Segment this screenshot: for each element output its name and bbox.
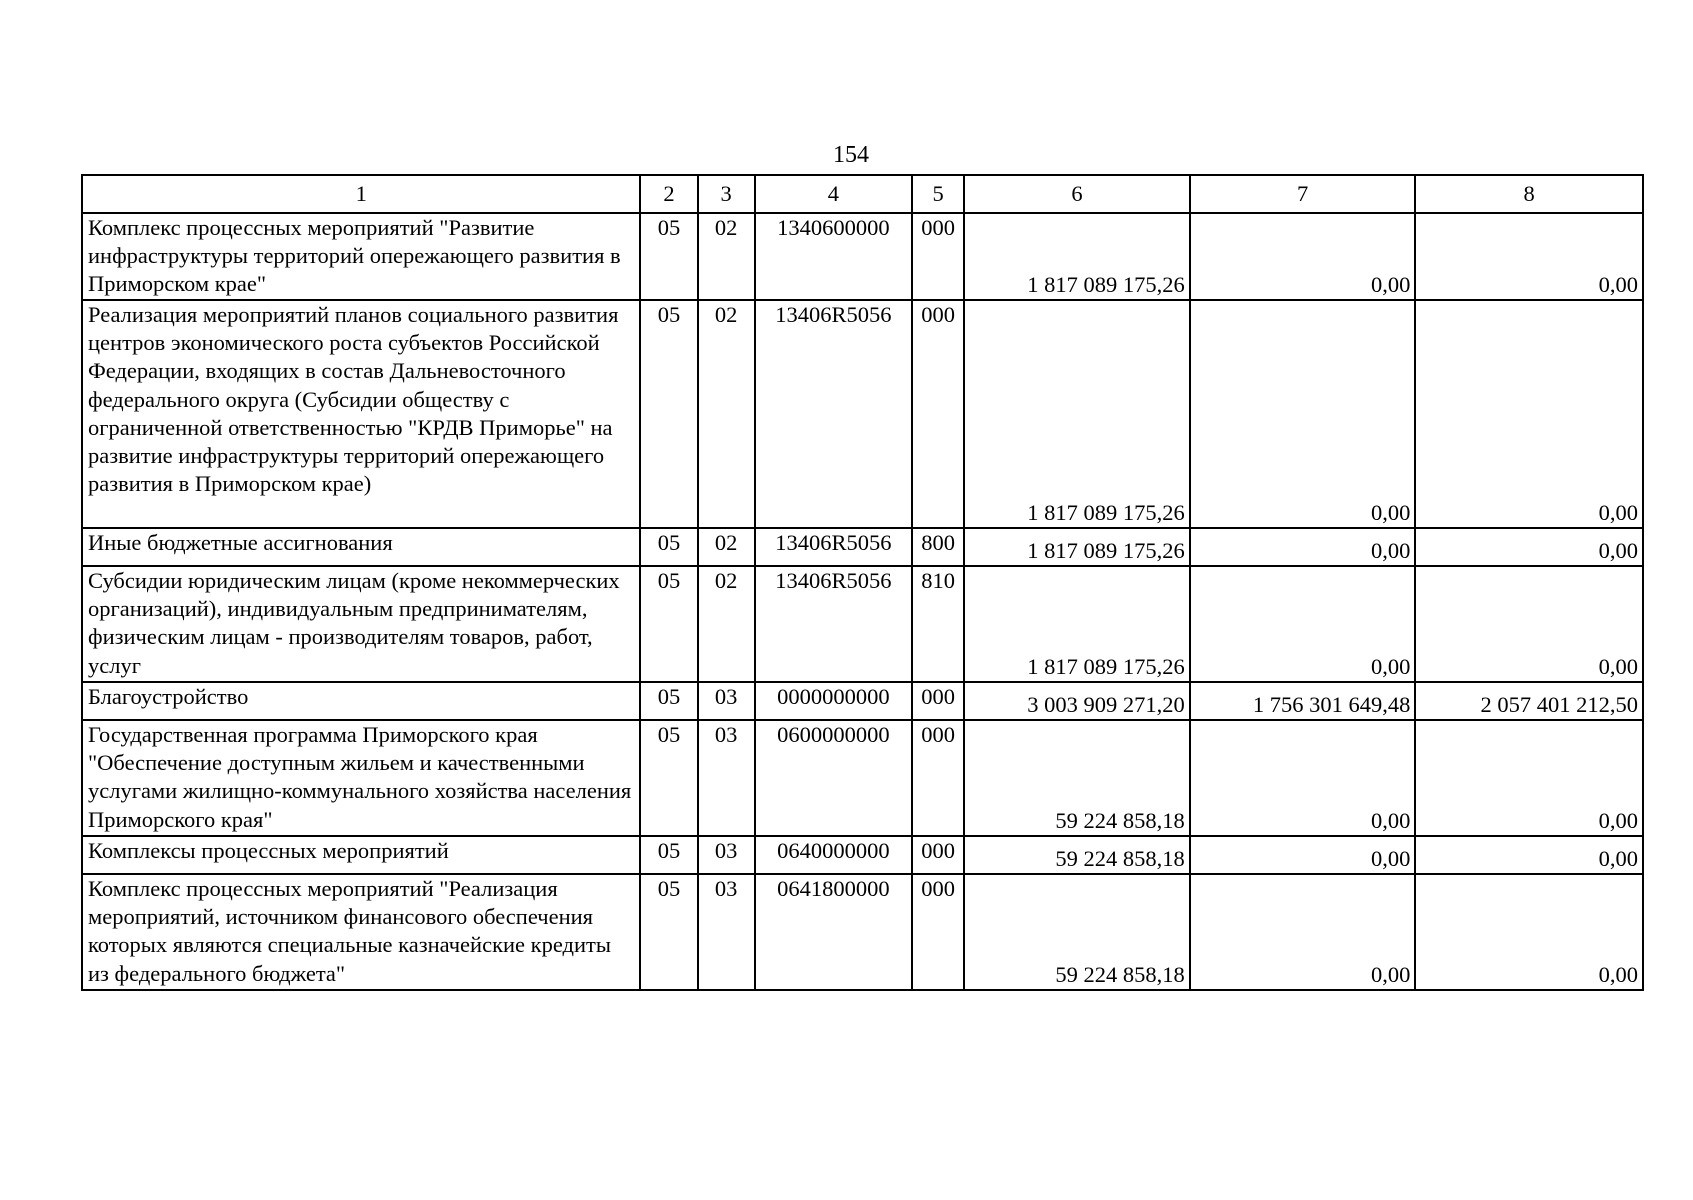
row-name: Субсидии юридическим лицам (кроме некоммерческих организаций), индивидуальным предпринимателям, физическим лицам - производителям товаров, работ, услуг (82, 566, 640, 682)
row-subsection: 03 (698, 874, 755, 990)
header-cell: 3 (698, 175, 755, 213)
row-section: 05 (640, 566, 697, 682)
header-cell: 2 (640, 175, 697, 213)
row-section: 05 (640, 874, 697, 990)
row-name: Комплексы процессных мероприятий (82, 836, 640, 874)
row-target-article: 13406R5056 (755, 300, 912, 528)
row-amount-8: 0,00 (1415, 566, 1643, 682)
row-subsection: 02 (698, 566, 755, 682)
row-expense-type: 000 (912, 300, 964, 528)
row-expense-type: 800 (912, 528, 964, 566)
row-amount-7: 0,00 (1190, 720, 1416, 836)
row-name: Комплекс процессных мероприятий "Реализация мероприятий, источником финансового обеспечения которых являются специальные казначейские кредиты из федерального бюджета" (82, 874, 640, 990)
row-subsection: 03 (698, 836, 755, 874)
row-amount-8: 0,00 (1415, 528, 1643, 566)
row-name: Государственная программа Приморского края "Обеспечение доступным жильем и качественными услугами жилищно-коммунального хозяйства населения Приморского края" (82, 720, 640, 836)
row-amount-7: 0,00 (1190, 213, 1416, 300)
table-row (82, 300, 1643, 528)
row-expense-type: 810 (912, 566, 964, 682)
row-amount-6: 59 224 858,18 (964, 874, 1190, 990)
row-subsection: 03 (698, 720, 755, 836)
row-amount-7: 0,00 (1190, 874, 1416, 990)
row-subsection: 02 (698, 213, 755, 300)
row-target-article: 0640000000 (755, 836, 912, 874)
row-section: 05 (640, 720, 697, 836)
row-target-article: 0000000000 (755, 682, 912, 720)
row-amount-7: 0,00 (1190, 300, 1416, 528)
row-amount-6: 3 003 909 271,20 (964, 682, 1190, 720)
row-name: Иные бюджетные ассигнования (82, 528, 640, 566)
row-target-article: 13406R5056 (755, 566, 912, 682)
row-expense-type: 000 (912, 213, 964, 300)
row-name: Комплекс процессных мероприятий "Развитие инфраструктуры территорий опережающего развития в Приморском крае" (82, 213, 640, 300)
header-cell: 8 (1415, 175, 1643, 213)
table-row (82, 528, 1643, 566)
row-amount-6: 1 817 089 175,26 (964, 528, 1190, 566)
row-target-article: 0641800000 (755, 874, 912, 990)
row-section: 05 (640, 836, 697, 874)
header-cell: 1 (82, 175, 640, 213)
row-amount-8: 0,00 (1415, 213, 1643, 300)
row-expense-type: 000 (912, 682, 964, 720)
header-cell: 4 (755, 175, 912, 213)
page-number: 154 (833, 142, 869, 168)
table-row (82, 682, 1643, 720)
row-expense-type: 000 (912, 874, 964, 990)
row-section: 05 (640, 528, 697, 566)
row-target-article: 13406R5056 (755, 528, 912, 566)
budget-table (81, 174, 1644, 991)
table-row (82, 213, 1643, 300)
table-row (82, 566, 1643, 682)
row-target-article: 0600000000 (755, 720, 912, 836)
row-amount-7: 0,00 (1190, 528, 1416, 566)
row-amount-6: 1 817 089 175,26 (964, 213, 1190, 300)
row-section: 05 (640, 213, 697, 300)
row-name: Реализация мероприятий планов социального развития центров экономического роста субъектов Российской Федерации, входящих в состав Дальневосточного федерального округа (Субсидии обществу с ограниченной ответственностью "КРДВ Приморье" на развитие инфраструктуры территорий опережающего развития в Приморском крае) (82, 300, 640, 528)
row-amount-7: 1 756 301 649,48 (1190, 682, 1416, 720)
table-row (82, 836, 1643, 874)
row-amount-8: 0,00 (1415, 874, 1643, 990)
row-amount-6: 1 817 089 175,26 (964, 566, 1190, 682)
table-row (82, 874, 1643, 990)
table-row (82, 720, 1643, 836)
row-amount-8: 0,00 (1415, 720, 1643, 836)
header-row (82, 175, 1643, 213)
row-section: 05 (640, 300, 697, 528)
row-section: 05 (640, 682, 697, 720)
row-amount-8: 0,00 (1415, 836, 1643, 874)
row-target-article: 1340600000 (755, 213, 912, 300)
row-amount-7: 0,00 (1190, 566, 1416, 682)
row-amount-6: 1 817 089 175,26 (964, 300, 1190, 528)
row-subsection: 02 (698, 300, 755, 528)
row-expense-type: 000 (912, 720, 964, 836)
row-expense-type: 000 (912, 836, 964, 874)
row-amount-8: 2 057 401 212,50 (1415, 682, 1643, 720)
header-cell: 7 (1190, 175, 1416, 213)
header-cell: 5 (912, 175, 964, 213)
row-name: Благоустройство (82, 682, 640, 720)
row-amount-6: 59 224 858,18 (964, 836, 1190, 874)
row-subsection: 03 (698, 682, 755, 720)
row-amount-7: 0,00 (1190, 836, 1416, 874)
header-cell: 6 (964, 175, 1190, 213)
row-subsection: 02 (698, 528, 755, 566)
row-amount-8: 0,00 (1415, 300, 1643, 528)
row-amount-6: 59 224 858,18 (964, 720, 1190, 836)
